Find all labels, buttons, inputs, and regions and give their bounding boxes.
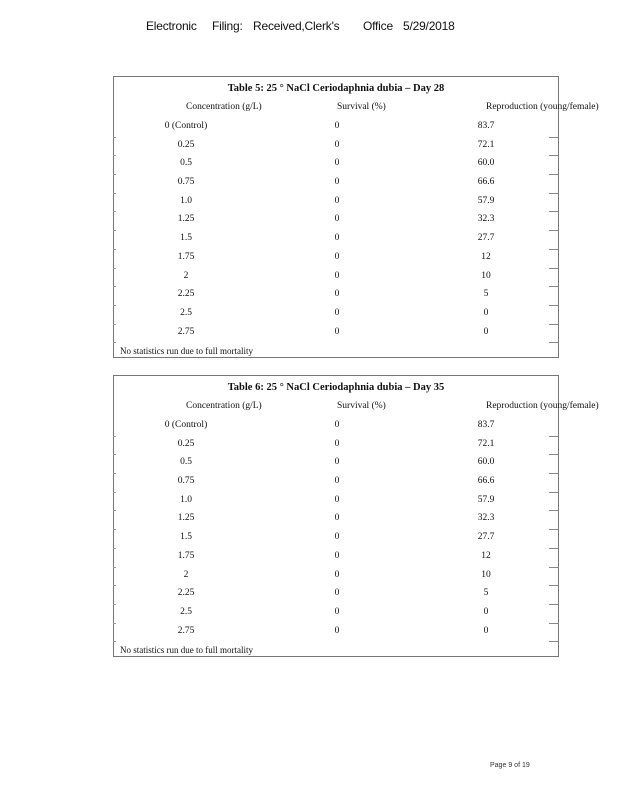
cell-reproduction: 83.7 [477, 121, 495, 131]
cell-reproduction: 57.9 [477, 195, 495, 206]
cell-concentration: 1.25 [177, 513, 195, 524]
cell-concentration: 2.25 [177, 289, 195, 300]
cell-survival: 0 [334, 195, 340, 206]
cell-concentration: 2.5 [180, 307, 192, 318]
cell-concentration: 1.0 [180, 494, 192, 505]
cell-reproduction: 66.6 [477, 476, 495, 487]
footer-page-label: Page [490, 762, 507, 769]
table-row [114, 306, 558, 325]
table-row [114, 194, 558, 213]
cell-reproduction: 0 [483, 326, 489, 337]
table-row [114, 287, 558, 306]
table-title: Table 6: 25 ° NaCl Ceriodaphnia dubia – Day 35 [227, 382, 445, 393]
cell-survival: 0 [334, 307, 340, 318]
cell-survival: 0 [334, 139, 340, 150]
cell-reproduction: 0 [483, 307, 489, 318]
cell-survival: 0 [334, 532, 340, 543]
table-row [114, 549, 558, 568]
cell-survival: 0 [334, 513, 340, 524]
cell-reproduction: 57.9 [477, 494, 495, 505]
cell-survival: 0 [334, 420, 340, 430]
header-office: Office [363, 19, 393, 33]
table-row [114, 624, 558, 643]
cell-reproduction: 72.1 [477, 438, 495, 449]
cell-concentration: 0 (Control) [164, 121, 208, 131]
cell-concentration: 2 [183, 270, 189, 281]
table-row [114, 175, 558, 194]
table-row [114, 493, 558, 512]
cell-concentration: 1.25 [177, 214, 195, 225]
footer-of-label: of [514, 762, 521, 769]
header-filing: Filing: [212, 19, 243, 33]
cell-reproduction: 60.0 [477, 158, 495, 169]
table-row [114, 605, 558, 624]
cell-concentration: 1.75 [177, 550, 195, 561]
cell-concentration: 0.75 [177, 476, 195, 487]
table-row [114, 586, 558, 605]
cell-survival: 0 [334, 214, 340, 225]
table-row [114, 418, 558, 437]
cell-concentration: 2 [183, 569, 189, 580]
cell-concentration: 0 (Control) [164, 420, 208, 430]
cell-concentration: 1.5 [180, 532, 192, 543]
header-date: 5/29/2018 [403, 19, 455, 33]
cell-reproduction: 0 [483, 625, 489, 636]
cell-concentration: 2.75 [177, 326, 195, 337]
table-body [114, 119, 558, 343]
cell-reproduction: 5 [483, 588, 489, 599]
header-received: Received,Clerk's [253, 19, 340, 33]
cell-survival: 0 [334, 251, 340, 262]
cell-reproduction: 10 [481, 270, 491, 281]
table-row [114, 474, 558, 493]
table-note: No statistics run due to full mortality [120, 346, 253, 356]
cell-concentration: 1.5 [180, 233, 192, 244]
table-row [114, 250, 558, 269]
cell-concentration: 0.25 [177, 438, 195, 449]
page-footer [490, 762, 530, 769]
cell-survival: 0 [334, 606, 340, 617]
cell-survival: 0 [334, 326, 340, 337]
table-body [114, 418, 558, 642]
cell-reproduction: 83.7 [477, 420, 495, 430]
cell-survival: 0 [334, 550, 340, 561]
cell-reproduction: 32.3 [477, 214, 495, 225]
filing-stamp-header [146, 19, 486, 37]
row-rule-left [113, 641, 116, 642]
cell-survival: 0 [334, 177, 340, 188]
cell-survival: 0 [334, 569, 340, 580]
cell-concentration: 0.75 [177, 177, 195, 188]
table-row [114, 455, 558, 474]
cell-concentration: 2.5 [180, 606, 192, 617]
cell-survival: 0 [334, 233, 340, 244]
cell-reproduction: 66.6 [477, 177, 495, 188]
cell-survival: 0 [334, 289, 340, 300]
row-rule-left [113, 342, 116, 343]
cell-survival: 0 [334, 438, 340, 449]
header-electronic: Electronic [146, 19, 197, 33]
cell-reproduction: 5 [483, 289, 489, 300]
cell-reproduction: 0 [483, 606, 489, 617]
cell-concentration: 0.5 [180, 158, 192, 169]
table-row [114, 511, 558, 530]
table-note: No statistics run due to full mortality [120, 645, 253, 655]
cell-survival: 0 [334, 625, 340, 636]
cell-survival: 0 [334, 588, 340, 599]
table-row [114, 119, 558, 138]
row-rule [549, 342, 559, 343]
cell-reproduction: 27.7 [477, 532, 495, 543]
cell-concentration: 2.25 [177, 588, 195, 599]
cell-survival: 0 [334, 494, 340, 505]
row-rule [549, 641, 559, 642]
table-row [114, 437, 558, 456]
cell-concentration: 1.0 [180, 195, 192, 206]
cell-reproduction: 32.3 [477, 513, 495, 524]
cell-survival: 0 [334, 121, 340, 131]
cell-concentration: 0.5 [180, 457, 192, 468]
table-row [114, 568, 558, 587]
table-row [114, 231, 558, 250]
table-row [114, 530, 558, 549]
cell-concentration: 2.75 [177, 625, 195, 636]
cell-reproduction: 12 [481, 550, 491, 561]
footer-page-number: 9 [508, 762, 513, 769]
table-row [114, 325, 558, 344]
cell-reproduction: 10 [481, 569, 491, 580]
cell-survival: 0 [334, 476, 340, 487]
table-row [114, 212, 558, 231]
cell-survival: 0 [334, 270, 340, 281]
footer-total-pages: 19 [521, 762, 530, 769]
cell-reproduction: 27.7 [477, 233, 495, 244]
table-day-28: Table 5: 25 ° NaCl Ceriodaphnia dubia – Day 28 Concentration (g/L) Survival (%) Reproduction (young/female) 0 (Control) 0 83.7 0.25 0 72.1 0.5 0 60.0 0.75 0 66.6 1.0 0 57.9 1.25 0 32.3 1.5 0 27.7 1.75 0 12 2 0 10 2.25 0 5 2.5 0 0 2.75 0 0 No statistics run due to full mortality [113, 76, 559, 358]
cell-survival: 0 [334, 158, 340, 169]
cell-concentration: 1.75 [177, 251, 195, 262]
cell-reproduction: 12 [481, 251, 491, 262]
cell-concentration: 0.25 [177, 139, 195, 150]
cell-reproduction: 60.0 [477, 457, 495, 468]
table-day-35: Table 6: 25 ° NaCl Ceriodaphnia dubia – Day 35 Concentration (g/L) Survival (%) Reproduction (young/female) 0 (Control) 0 83.7 0.25 0 72.1 0.5 0 60.0 0.75 0 66.6 1.0 0 57.9 1.25 0 32.3 1.5 0 27.7 1.75 0 12 2 0 10 2.25 0 5 2.5 0 0 2.75 0 0 No statistics run due to full mortality [113, 375, 559, 657]
table-row [114, 156, 558, 175]
cell-survival: 0 [334, 457, 340, 468]
table-title: Table 5: 25 ° NaCl Ceriodaphnia dubia – Day 28 [227, 83, 445, 94]
table-row [114, 269, 558, 288]
cell-reproduction: 72.1 [477, 139, 495, 150]
table-row [114, 138, 558, 157]
